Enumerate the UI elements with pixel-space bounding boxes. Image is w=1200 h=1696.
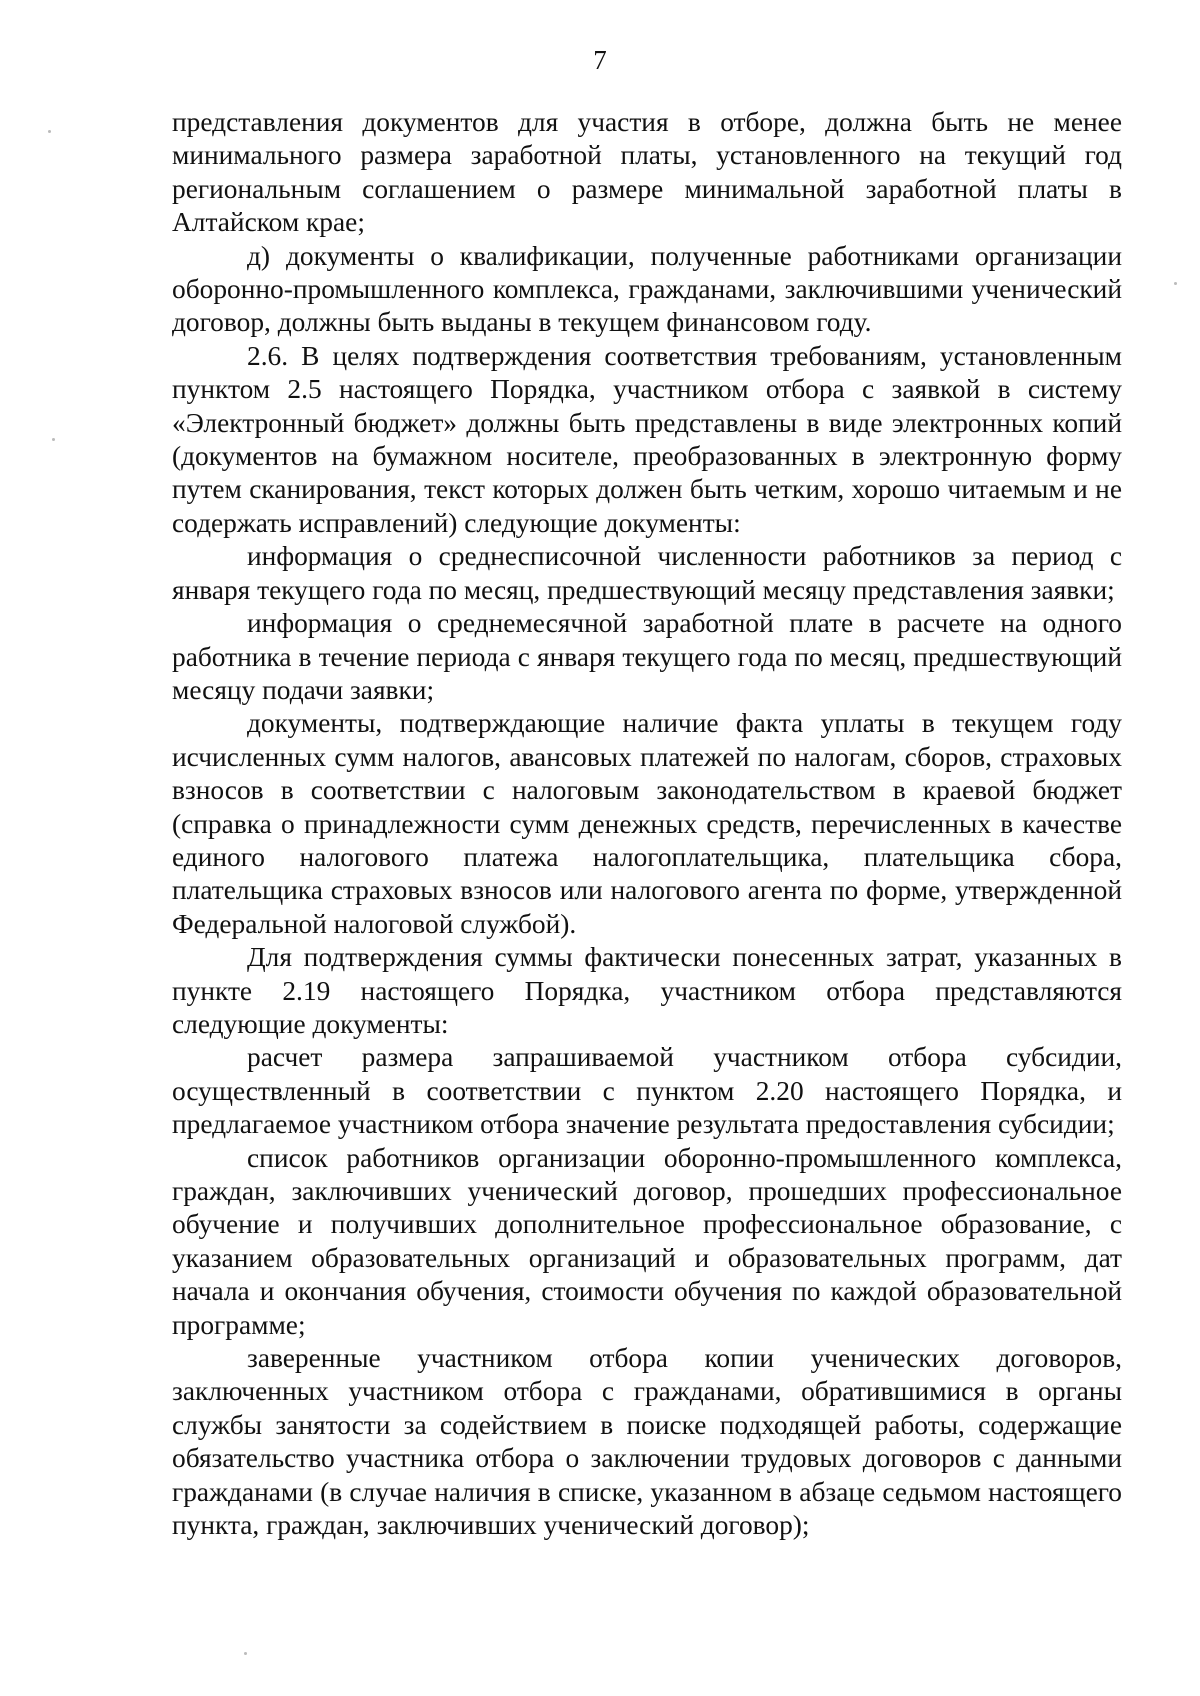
scan-speck <box>244 1652 247 1655</box>
scan-speck <box>1174 282 1177 285</box>
paragraph-section-2-6: 2.6. В целях подтверждения соответствия требованиям, установленным пунктом 2.5 настоящего Порядка, участником отбора с заявкой в систему «Электронный бюджет» должны быть представлены в виде электронных копий (документов на бумажном носителе, преобразованных в электронную форму путем сканирования, текст которых должен быть четким, хорошо читаемым и не содержать исправлений) следующие документы: <box>172 340 1122 538</box>
scan-speck <box>52 438 55 441</box>
scan-speck <box>48 130 51 133</box>
paragraph-salary-info: информация о среднемесячной заработной плате в расчете на одного работника в течение периода с января текущего года по месяц, предшествующий месяцу подачи заявки; <box>172 608 1122 705</box>
paragraph-tax-documents: документы, подтверждающие наличие факта уплаты в текущем году исчисленных сумм налогов, авансовых платежей по налогам, сборов, страховых взносов в соответствии с налоговым законодательством в краевой бюджет (справка о принадлежности сумм денежных средств, перечисленных в качестве единого налогового платежа налогоплательщика, плательщика сбора, плательщика страховых взносов или налогового агента по форме, утвержденной Федеральной налоговой службой). <box>172 708 1122 939</box>
paragraph-headcount-info: информация о среднесписочной численности работников за период с января текущего года по месяц, предшествующий месяцу представления заявки; <box>172 541 1122 605</box>
paragraph-subsidy-calculation: расчет размера запрашиваемой участником отбора субсидии, осуществленный в соответствии с пунктом 2.20 настоящего Порядка, и предлагаемое участником отбора значение результата предоставления субсидии; <box>172 1042 1122 1140</box>
paragraph-apprentice-contracts: заверенные участником отбора копии ученических договоров, заключенных участником отбора с гражданами, обратившимися в органы службы занятости за содействием в поиске подходящей работы, содержащие обязательство участника отбора о заключении трудовых договоров с данными гражданами (в случае наличия в списке, указанном в абзаце седьмом настоящего пункта, граждан, заключивших ученический договор); <box>172 1343 1122 1541</box>
paragraph-employee-list: список работников организации оборонно-промышленного комплекса, граждан, заключивших ученический договор, прошедших профессиональное обучение и получивших дополнительное профессиональное образование, с указанием образовательных организаций и образовательных программ, дат начала и окончания обучения, стоимости обучения по каждой образовательной программе; <box>172 1142 1122 1340</box>
paragraph-continuation: представления документов для участия в отборе, должна быть не менее минимального размера заработной платы, установленного на текущий год региональным соглашением о размере минимальной заработной платы в Алтайском крае; <box>172 107 1122 238</box>
page-number: 7 <box>593 45 607 75</box>
paragraph-item-d: д) документы о квалификации, полученные работниками организации оборонно-промышленного комплекса, гражданами, заключившими ученический договор, должны быть выданы в текущем финансовом году. <box>172 240 1122 338</box>
paragraph-costs-confirmation: Для подтверждения суммы фактически понесенных затрат, указанных в пункте 2.19 настоящего Порядка, участником отбора представляются следующие документы: <box>172 942 1122 1039</box>
document-body <box>172 106 1122 1542</box>
